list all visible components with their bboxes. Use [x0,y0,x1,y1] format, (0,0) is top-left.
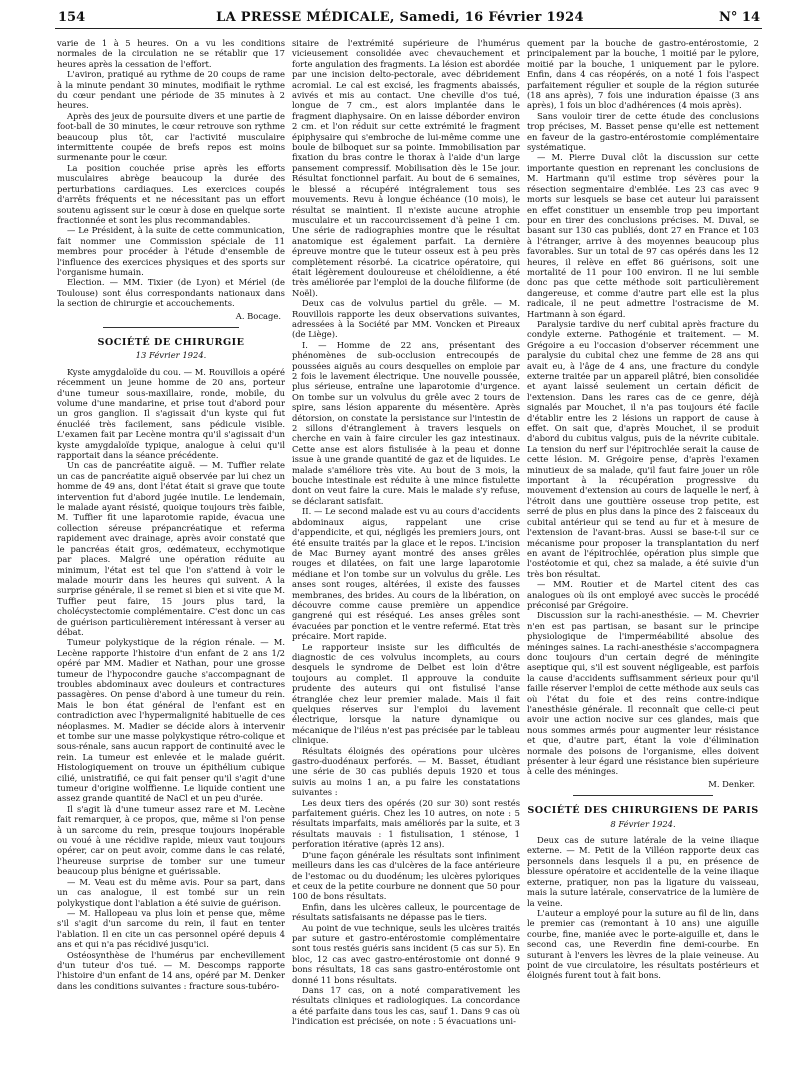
paragraph: Ostéosynthèse de l'humérus par enchevillement d'un tuteur d'os tué. — M. Descomps rapporte l'histoire d'un enfant de 14 ans, opéré par M. Denker dans les conditions suivantes : fracture sous-tubéro- [57,949,285,991]
section-heading: SOCIÉTÉ DES CHIRURGIENS DE PARIS [527,805,759,817]
paragraph: Sans vouloir tirer de cette étude des conclusions trop précises, M. Basset pense qu'elle est nettement en faveur de la gastro-entérostomie complémentaire systématique. [527,110,759,153]
paragraph: — Le Président, à la suite de cette communication, fait nommer une Commission spéciale de 11 membres pour procéder à l'étude d'ensemble de l'influence des exercices physiques et des sports sur l'organisme humain. [57,225,285,277]
paragraph: Kyste amygdaloïde du cou. — M. Rouvillois a opéré récemment un jeune homme de 20 ans, porteur d'une tumeur sous-maxillaire, ronde, mobile, du volume d'une mandarine, et prise tout d'abord pour un gros ganglion. Il s'agissait d'un kyste qui fut énucléé très facilement, sans pédicule visible. L'examen fait par Lecène montra qu'il s'agissait d'un kyste amygdaloïde typique, analogue à celui qu'il rapportait dans la séance précédente. [57,366,285,461]
session-date: 13 Février 1924. [135,350,207,361]
paragraph: — M. Veau est du même avis. Pour sa part, dans un cas analogue, il est tombé sur un rein polykystique dont l'ablation a été suivie de guérison. [57,876,285,908]
paragraph: — M. Hallopeau va plus loin et pense que, même s'il s'agit d'un sarcome du rein, il faut en tenter l'ablation. Il en cite un cas personnel opéré depuis 4 ans et qui n'a pas récidivé jusqu'ici. [57,907,285,950]
paragraph: Le rapporteur insiste sur les difficultés de diagnostic de ces volvulus incomplets, au cours desquels le syndrome de Delbet est loin d'être toujours au complet. Il approuve la conduite prudente des auteurs qui ont fistulisé l'anse étranglée chez leur premier malade. Mais il fait quelques réserves sur l'emploi du lavement électrique, lorsque la nature dynamique ou mécanique de l'iléus n'est pas précisée par le tableau clinique. [292,641,520,746]
paragraph: Deux cas de suture latérale de la veine iliaque externe. — M. Petit de la Villéon rapporte deux cas personnels dans lesquels il a pu, en présence de blessure opératoire et accidentelle de la veine iliaque externe, pratiquer, non pas la ligature du vaisseau, mais la suture latérale, conservatrice de la lumière de la veine. [527,835,759,908]
paragraph: quement par la bouche de gastro-entérostomie, 2 principalement par la bouche, 1 moitié par le pylore, moitié par la bouche, 1 uniquement par le pylore. Enfin, dans 4 cas réopérés, on a noté 1 fois l'aspect parfaitement régulier et souple de la région suturée (18 ans après), 7 fois une induration épaisse (3 ans après), 1 fois un bloc d'adhérences (4 mois après). [527,38,759,111]
paragraph: Tumeur polykystique de la région rénale. — M. Lecène rapporte l'histoire d'un enfant de 2 ans 1/2 opéré par MM. Madier et Nathan, pour une grosse tumeur de l'hypocondre gauche s'accompagnant de troubles abdominaux avec douleurs et contractures passagères. On pense d'abord à une tumeur du rein. Mais le bon état général de l'enfant est en contradiction avec l'hypermalignité habituelle de ces néoplasmes. M. Madier se décide alors à intervenir et tombe sur une masse polykystique rétro-colique et sous-rénale, sans aucun rapport de continuité avec le rein. La tumeur est enlevée et le malade guérit. Histologiquement on trouve un épithélium cubique cilié, unistratifié, ce qui fait penser qu'il s'agit d'une tumeur d'origine wolffienne. Le liquide contient une assez grande quantité de NaCl et un peu d'urée. [57,637,285,804]
separator [573,795,712,796]
paragraph: La position couchée prise après les efforts musculaires abrège beaucoup la durée des perturbations cardiaques. Les exercices coupés d'arrêts fréquents et ne nécessitant pas un effort soutenu agissent sur le cœur à dose en quelque sorte fractionnée et sont les plus recommandables. [57,162,285,225]
column-1 [57,38,285,1074]
paragraph: Après des jeux de poursuite divers et une partie de foot-ball de 30 minutes, le cœur retrouve son rythme beaucoup plus tôt, car l'activité musculaire intermittente coupée de brefs repos est moins surmenante pour le cœur. [57,110,285,163]
paragraph: Paralysie tardive du nerf cubital après fracture du condyle externe. Pathogénie et traitement. — M. Grégoire a eu l'occasion d'observer récemment une paralysie du cubital chez une femme de 28 ans qui avait eu, à l'âge de 4 ans, une fracture du condyle externe traitée par un appareil plâtré, bien consolidée et ayant laissé seulement un certain déficit de l'extension. Dans les rares cas de ce genre, déjà signalés par Mouchet, il n'a pas toujours été facile d'établir entre les 2 lésions un rapport de cause à effet. On sait que, d'après Mouchet, il se produit d'abord du cubitus valgus, puis de la névrite cubitale. La tension du nerf sur l'épitrochlée serait la cause de cette lésion. M. Grégoire pense, d'après l'examen minutieux de sa malade, qu'il faut faire jouer un rôle important à la récupération progressive du mouvement d'extension au cours de laquelle le nerf, à l'étroit dans une gouttière osseuse trop petite, est serré de plus en plus dans la pince des 2 faisceaux du cubital antérieur qui se tend au fur et à mesure de l'extension de l'avant-bras. Aussi se base-t-il sur ce mécanisme pour proposer la transplantation du nerf en avant de l'épitrochlée, opération plus simple que l'ostéotomie et qui, chez sa malade, a été suivie d'un très bon résultat. [527,318,759,579]
paragraph: Dans 17 cas, on a noté comparativement les résultats cliniques et radiologiques. La concordance a été parfaite dans tous les cas, sauf 1. Dans 9 cas où l'indication est précisée, on note : 5 évacuations uni- [292,984,520,1027]
paragraph: L'auteur a employé pour la suture au fil de lin, dans le premier cas (remontant à 10 ans) une aiguille courbe, fine, maniée avec le porte-aiguille et, dans le second cas, une Reverdin fine demi-courbe. En suturant à l'envers les lèvres de la plaie veineuse. Au point de vue circulatoire, les résultats postérieurs et éloignés furent tout à fait bons. [527,907,759,981]
separator [103,327,240,328]
paragraph: Un cas de pancréatite aiguë. — M. Tuffier relate un cas de pancréatite aiguë observée par lui chez un homme de 49 ans, dont l'état était si grave que toute intervention fut d'abord jugée inutile. Le lendemain, le malade ayant résisté, quoique toujours très faible, M. Tuffier fit une laparotomie rapide, évacua une collection séreuse prépancréatique et referma rapidement avec drainage, après avoir constaté que le pancréas était gros, œdémateux, ecchymotique par places. Malgré une opération réduite au minimum, l'état est tel que l'on s'attend à voir le malade mourir dans les heures qui suivent. A la surprise générale, il se remet si bien et si vite que M. Tuffier peut faire, 15 jours plus tard, la cholécystectomie complémentaire. C'est donc un cas de guérison particulièrement intéressant à verser au débat. [57,460,285,637]
paragraph: Au point de vue technique, seuls les ulcères traités par suture et gastro-entérostomie complémentaire sont tous restés guéris sans incident (5 cas sur 5). En bloc, 12 cas avec gastro-entérostomie ont donné 9 bons résultats, 18 cas sans gastro-entérostomie ont donné 11 bons résultats. [292,922,520,985]
journal-title: LA PRESSE MÉDICALE, Samedi, 16 Février 1924 [216,10,584,25]
paragraph: Les deux tiers des opérés (20 sur 30) sont restés parfaitement guéris. Chez les 10 autres, on note : 5 résultats imparfaits, mais améliorés par la suite, et 3 résultats mauvais : 1 fistulisation, 1 sténose, 1 perforation itérative (après 12 ans). [292,797,520,850]
paragraph: varie de 1 à 5 heures. On a vu les conditions normales de la circulation ne se rétablir que 17 heures après la cessation de l'effort. [57,38,285,69]
issue-number: N° 14 [719,10,760,25]
signature: M. Denker. [708,778,755,789]
paragraph: Deux cas de volvulus partiel du grêle. — M. Rouvillois rapporte les deux observations suivantes, adressées à la Société par MM. Voncken et Pireaux (de Liège). [292,298,520,340]
column-2 [292,38,520,1074]
column-3 [527,38,759,1074]
paragraph: Election. — MM. Tixier (de Lyon) et Mériel (de Toulouse) sont élus correspondants nationaux dans la section de chirurgie et accouchements. [57,277,285,309]
page-number: 154 [58,10,86,25]
session-date: 8 Février 1924. [610,818,676,829]
section-heading: SOCIÉTÉ DE CHIRURGIE [97,336,245,348]
header-rule [55,28,762,29]
page-header [0,0,800,30]
paragraph: Il s'agit là d'une tumeur assez rare et M. Lecène fait remarquer, à ce propos, que, même si l'on pense à un sarcome du rein, presque toujours inopérable ou voué à une récidive rapide, mieux vaut toujours opérer, car on peut avoir, comme dans le cas relaté, l'heureuse surprise de tomber sur une tumeur beaucoup plus bénigne et guérissable. [57,803,285,877]
paragraph: — MM. Routier et de Martel citent des cas analogues où ils ont employé avec succès le procédé préconisé par Grégoire. [527,579,759,610]
paragraph: — M. Pierre Duval clôt la discussion sur cette importante question en reprenant les conclusions de M. Hartmann qu'il estime trop sévères pour la résection segmentaire d'emblée. Les 23 cas avec 9 morts sur lesquels se base cet auteur lui paraissent en effet constituer un ensemble trop peu important pour en tirer des conclusions précises. M. Duval, se basant sur 130 cas publiés, dont 27 en France et 103 à l'étranger, arrive à des moyennes beaucoup plus favorables. Sur un total de 97 cas opérés dans les 12 heures, il relève en effet 86 guérisons, soit une mortalité de 11 pour 100 environ. Il ne lui semble donc pas que cette méthode soit particulièrement dangereuse, et comme d'autre part elle est la plus radicale, il ne peut admettre l'ostracisme de M. Hartmann à son égard. [527,152,759,319]
paragraph: Résultats éloignés des opérations pour ulcères gastro-duodénaux perforés. — M. Basset, étudiant une série de 30 cas publiés depuis 1920 et tous suivis au moins 1 an, a pu faire les constatations suivantes : [292,745,520,798]
paragraph: D'une façon générale les résultats sont infiniment meilleurs dans les cas d'ulcères de la face antérieure de l'estomac ou du duodénum; les ulcères pyloriques et ceux de la petite courbure ne donnent que 50 pour 100 de bons résultats. [292,849,520,902]
paragraph: Enfin, dans les ulcères calleux, le pourcentage de résultats satisfaisants ne dépasse pas le tiers. [292,901,520,923]
paragraph: L'aviron, pratiqué au rythme de 20 coups de rame à la minute pendant 30 minutes, modifiait le rythme du cœur pendant une période de 35 minutes à 2 heures. [57,69,285,111]
paragraph: I. — Homme de 22 ans, présentant des phénomènes de sub-occlusion entrecoupés de poussées aiguës au cours desquelles on emploie par 2 fois le lavement électrique. Une nouvelle poussée, plus sérieuse, entraîne une laparotomie d'urgence. On tombe sur un volvulus du grêle avec 2 tours de spire, sans lésion apparente du mésentère. Après détorsion, on constate la persistance sur l'intestin de 2 sillons d'étranglement à travers lesquels on cherche en vain à faire circuler les gaz intestinaux. Cette anse est alors fistulisée à la peau et donne issue à une grande quantité de gaz et de liquides. Le malade s'améliore très vite. Au bout de 3 mois, la bouche intestinale est réduite à une mince fistulette dont on veut faire la cure. Mais le malade s'y refuse, se déclarant satisfait. [292,339,520,506]
paragraph: sitaire de l'extrémité supérieure de l'humérus vicieusement consolidée avec chevauchement et forte angulation des fragments. La lésion est abordée par une incision delto-pectorale, avec débridement acromial. Le cal est excisé, les fragments abaissés, avivés et mis au contact. Une cheville d'os tué, longue de 7 cm., est alors implantée dans le fragment diaphysaire. On en laisse déborder environ 2 cm. et l'on réduit sur cette extrémité le fragment épiphysaire qui s'embroche de lui-même comme une boule de bilboquet sur sa pointe. Immobilisation par fixation du bras contre le thorax à l'aide d'un large pansement compressif. Mobilisation dès le 15e jour. Résultat fonctionnel parfait. Au bout de 6 semaines, le blessé a récupéré intégralement tous ses mouvements. Revu à longue échéance (10 mois), le résultat se maintient. Il n'existe aucune atrophie musculaire et un raccourcissement d'à peine 1 cm. Une série de radiographies montre que le résultat anatomique est également parfait. La dernière épreuve montre que le tuteur osseux est à peu près complètement résorbé. La cicatrice opératoire, qui était légèrement douloureuse et chéloïdienne, a été très améliorée par l'emploi de la douche filiforme (de Noël). [292,38,520,298]
paragraph: Discussion sur la rachi-anesthésie. — M. Chevrier n'en est pas partisan, se basant sur le principe physiologique de l'imperméabilité absolue des méninges saines. La rachi-anesthésie s'accompagnera donc toujours d'un certain degré de méningite aseptique qui, s'il est souvent négligeable, est parfois la cause d'accidents suffisamment sérieux pour qu'il faille réserver l'emploi de cette méthode aux seuls cas où l'état du foie et des reins contre-indique l'anesthésie générale. Il reconnaît que celle-ci peut avoir une action nocive sur ces glandes, mais que nous sommes armés pour augmenter leur résistance et que, d'autre part, étant la voie d'élimination normale des poisons de l'organisme, elles doivent présenter à leur égard une résistance bien supérieure à celle des méninges. [527,610,759,777]
paragraph: II. — Le second malade est vu au cours d'accidents abdominaux aigus, rappelant une crise d'appendicite, et qui, négligés les premiers jours, ont été ensuite traités par la glace et le repos. L'incision de Mac Burney ayant montré des anses grêles rouges et dilatées, on fait une large laparotomie médiane et l'on tombe sur un volvulus du grêle. Les anses sont rouges, altérées, il existe des fausses membranes, des brides. Au cours de la libération, on découvre comme cause première un appendice gangrené qui est réséqué. Les anses grêles sont évacuées par ponction et le ventre refermé. Etat très précaire. Mort rapide. [292,506,520,642]
signature: A. Bocage. [235,310,281,321]
